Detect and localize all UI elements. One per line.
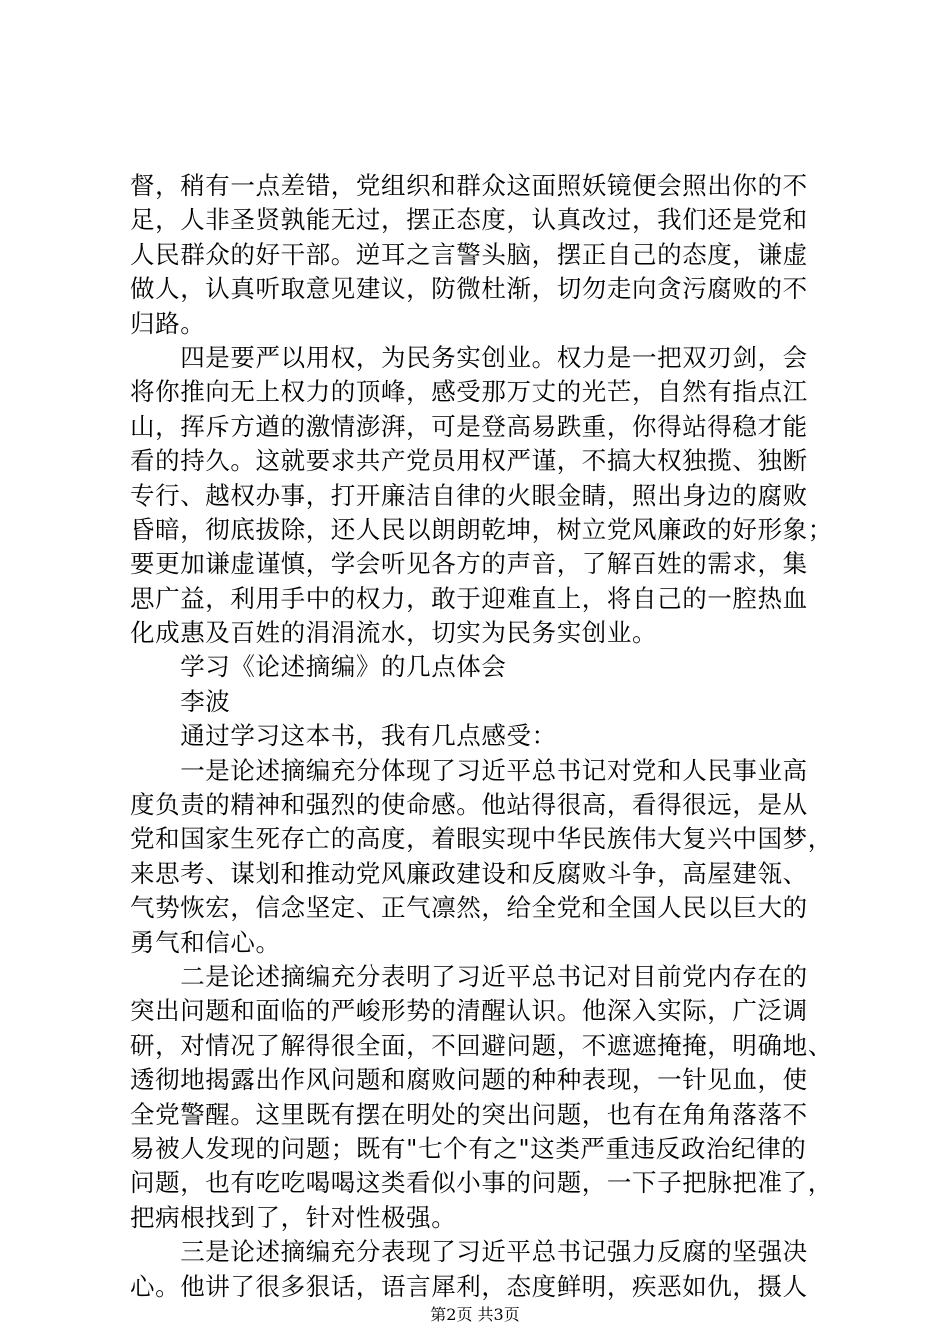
text-line: 将你推向无上权力的顶峰，感受那万丈的光芒，自然有指点江: [130, 377, 808, 407]
text-line: 昏暗，彻底拔除，还人民以朗朗乾坤，树立党风廉政的好形象；: [130, 514, 833, 544]
text-line: 度负责的精神和强烈的使命感。他站得很高，看得很远，是从: [130, 790, 808, 820]
text-line: 气势恢宏，信念坚定、正气凛然，给全党和全国人民以巨大的: [130, 893, 808, 923]
text-line: 心。他讲了很多狠话，语言犀利，态度鲜明，疾恶如仇，摄人: [130, 1271, 808, 1301]
text-line: 做人，认真听取意见建议，防微杜渐，切勿走向贪污腐败的不: [130, 274, 808, 304]
text-line: 专行、越权办事，打开廉洁自律的火眼金睛，照出身边的腐败: [130, 480, 808, 510]
text-line: 党和国家生死存亡的高度，着眼实现中华民族伟大复兴中国梦，: [130, 824, 833, 854]
text-line: 李波: [130, 686, 231, 716]
text-line: 通过学习这本书，我有几点感受：: [130, 721, 557, 751]
text-line: 归路。: [130, 308, 206, 338]
text-line: 一是论述摘编充分体现了习近平总书记对党和人民事业高: [130, 755, 808, 785]
text-line: 督，稍有一点差错，党组织和群众这面照妖镜便会照出你的不: [130, 171, 808, 200]
text-line: 来思考、谋划和推动党风廉政建设和反腐败斗争，高屋建瓴、: [130, 858, 808, 888]
text-line: 勇气和信心。: [130, 927, 281, 957]
text-line: 透彻地揭露出作风问题和腐败问题的种种表现，一针见血，使: [130, 1065, 808, 1095]
text-line: 人民群众的好干部。逆耳之言警头脑，摆正自己的态度，谦虚: [130, 239, 808, 269]
text-line: 把病根找到了，针对性极强。: [130, 1202, 457, 1232]
page-footer: 第2页 共3页: [430, 1305, 520, 1324]
text-line: 看的持久。这就要求共产党员用权严谨，不搞大权独揽、独断: [130, 446, 808, 476]
text-line: 化成惠及百姓的涓涓流水，切实为民务实创业。: [130, 618, 658, 648]
text-line: 山，挥斥方遒的激情澎湃，可是登高易跌重，你得站得稳才能: [130, 411, 808, 441]
text-line: 研，对情况了解得很全面，不回避问题，不遮遮掩掩，明确地、: [130, 1030, 833, 1060]
text-line: 学习《论述摘编》的几点体会: [130, 652, 507, 682]
text-line: 易被人发现的问题；既有"七个有之"这类严重违反政治纪律的: [130, 1133, 807, 1163]
text-line: 全党警醒。这里既有摆在明处的突出问题，也有在角角落落不: [130, 1099, 808, 1129]
text-line: 问题，也有吃吃喝喝这类看似小事的问题，一下子把脉把准了，: [130, 1168, 833, 1198]
text-line: 要更加谦虚谨慎，学会听见各方的声音，了解百姓的需求，集: [130, 549, 808, 579]
text-line: 思广益，利用手中的权力，敢于迎难直上，将自己的一腔热血: [130, 583, 808, 613]
body-text: [130, 169, 833, 1304]
text-line: 足，人非圣贤孰能无过，摆正态度，认真改过，我们还是党和: [130, 205, 808, 235]
text-line: 二是论述摘编充分表明了习近平总书记对目前党内存在的: [130, 961, 808, 991]
text-line: 四是要严以用权，为民务实创业。权力是一把双刃剑，会: [130, 342, 808, 372]
text-line: 突出问题和面临的严峻形势的清醒认识。他深入实际，广泛调: [130, 996, 808, 1026]
text-line: 三是论述摘编充分表现了习近平总书记强力反腐的坚强决: [130, 1237, 808, 1267]
